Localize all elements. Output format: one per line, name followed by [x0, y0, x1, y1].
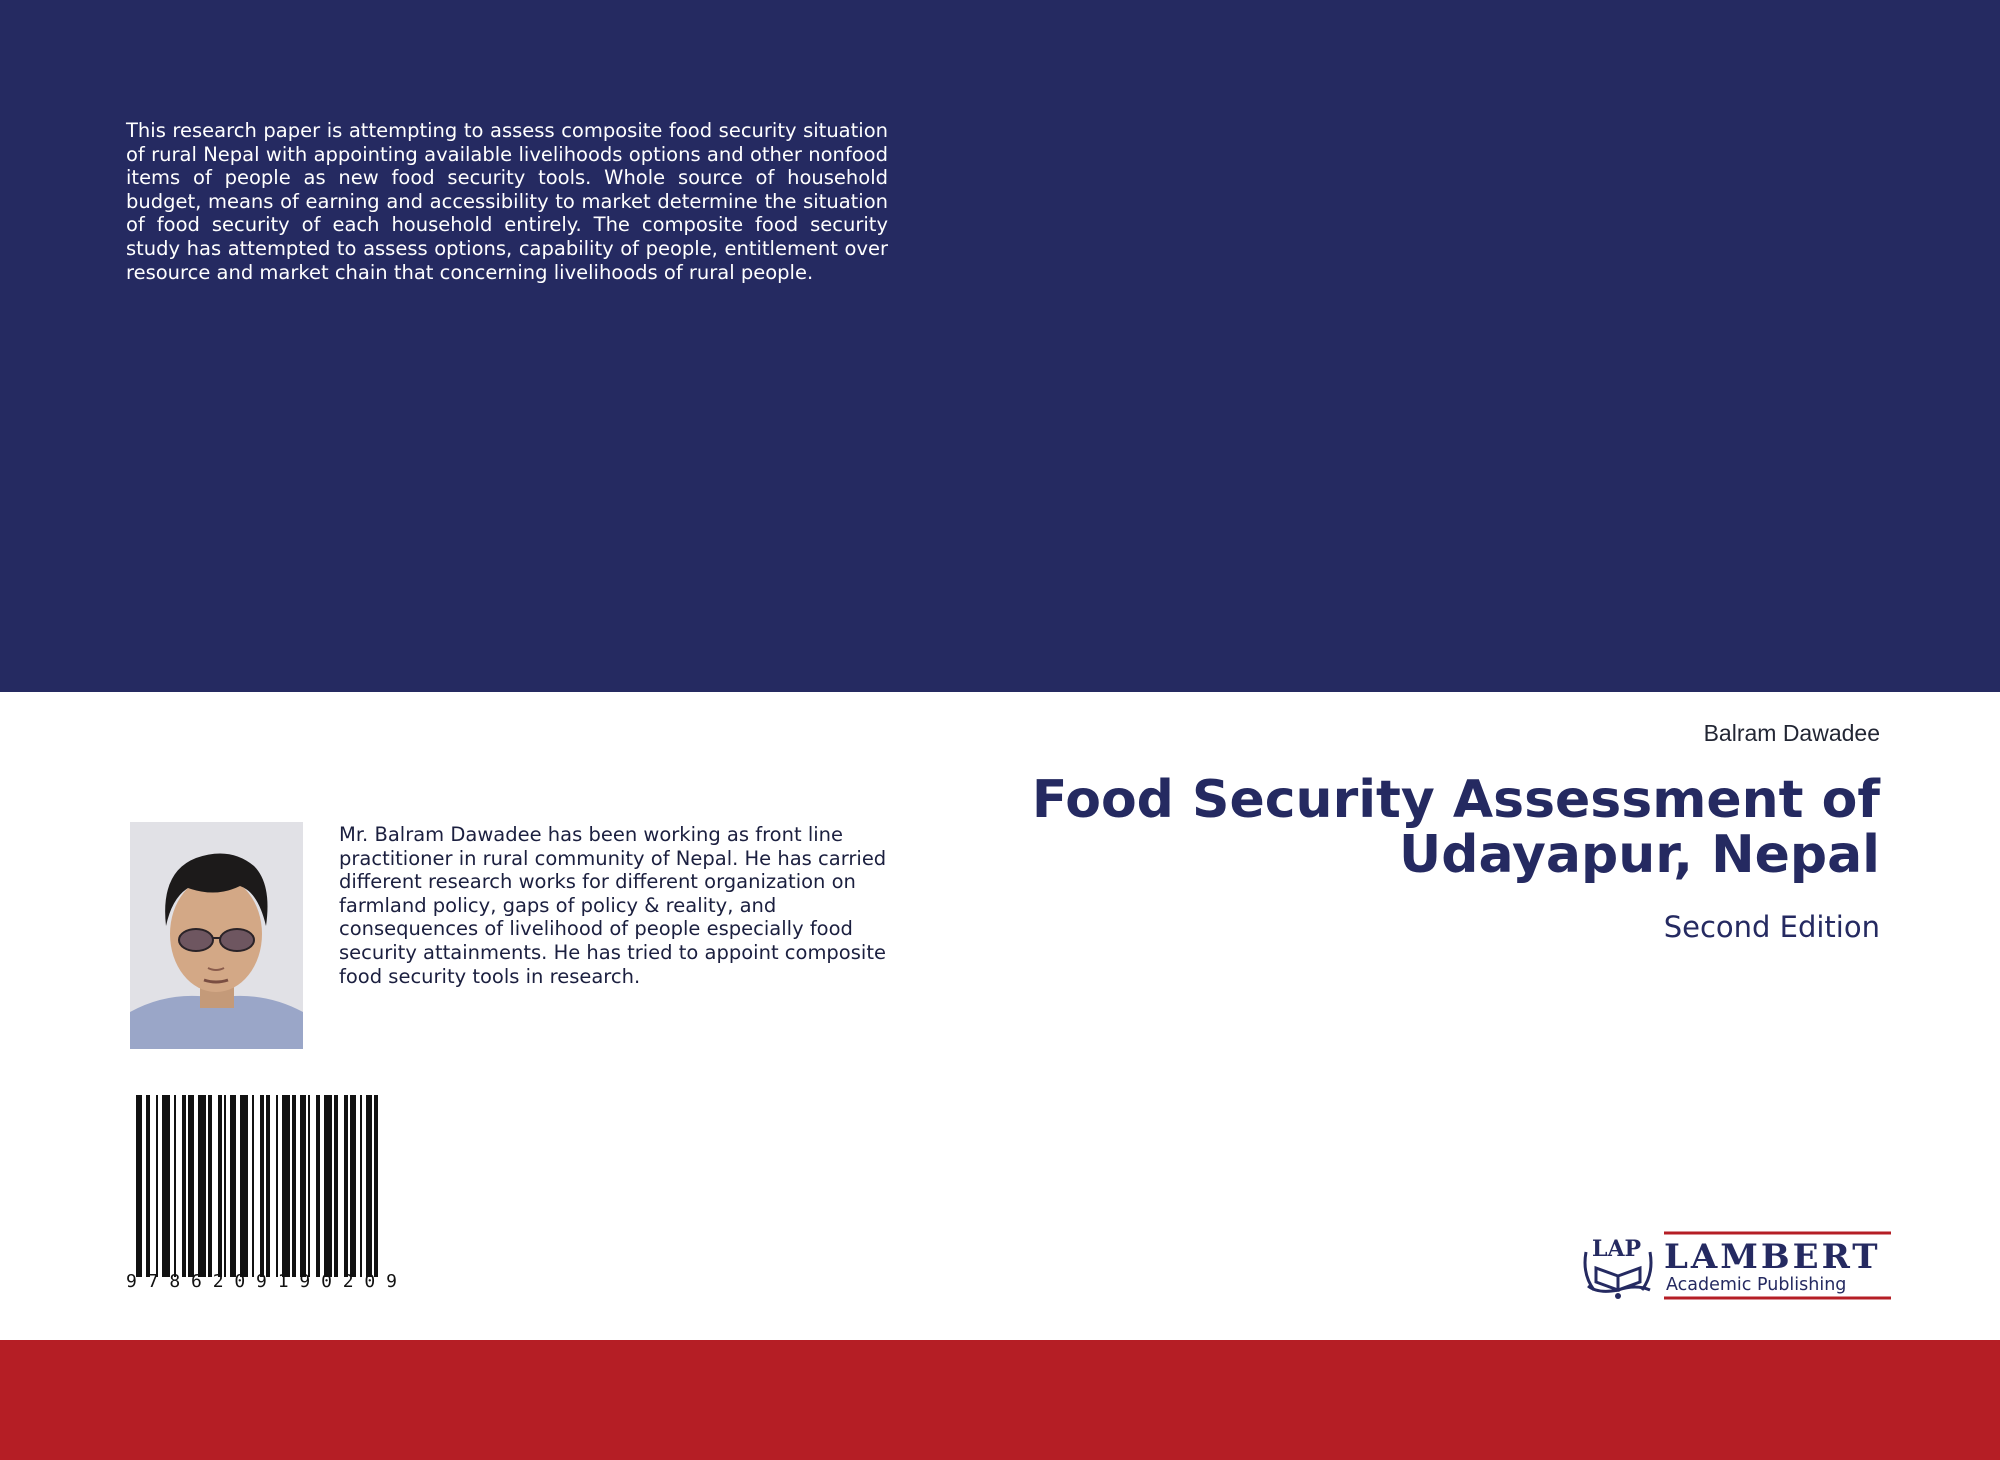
barcode-bar	[308, 1095, 310, 1277]
edition-label: Second Edition	[1663, 910, 1880, 944]
publisher-name: LAMBERT	[1664, 1237, 1881, 1277]
barcode-bar	[282, 1095, 290, 1277]
barcode-bar	[146, 1095, 150, 1277]
publisher-logo	[1578, 1228, 1891, 1302]
barcode-bar	[266, 1095, 270, 1277]
back-cover-blurb: This research paper is attempting to assess composite food security situation of rural Nepal with appointing available livelihoods options and other nonfood items of people as new food security tools. Whole source of household budget, means of earning and accessibility to market determine the situation of food security of each household entirely. The composite food security study has attempted to assess options, capability of people, entitlement over resource and market chain that concerning livelihoods of rural people.	[126, 119, 888, 284]
barcode-bar	[188, 1095, 194, 1277]
author-bio: Mr. Balram Dawadee has been working as front line practitioner in rural community of Nepal. He has carried different research works for different organization on farmland policy, gaps of policy & reality, and consequences of livelihood of people especially food security attainments. He has tried to appoint composite food security tools in research.	[339, 823, 887, 988]
logo-lap-mark: LAP	[1592, 1236, 1642, 1262]
barcode-bar	[198, 1095, 206, 1277]
author-photo	[130, 822, 303, 1049]
barcode-bar	[334, 1095, 338, 1277]
barcode-bar	[240, 1095, 248, 1277]
barcode-bar	[374, 1095, 378, 1277]
barcode-bar	[292, 1095, 296, 1277]
barcode-bar	[252, 1095, 254, 1277]
barcode-bar	[350, 1095, 356, 1277]
isbn-barcode	[126, 1095, 456, 1295]
barcode-bar	[218, 1095, 222, 1277]
publisher-subtitle: Academic Publishing	[1666, 1275, 1847, 1295]
barcode-bar	[360, 1095, 362, 1277]
barcode-bar	[174, 1095, 176, 1277]
barcode-bar	[316, 1095, 320, 1277]
barcode-bar	[344, 1095, 348, 1277]
barcode-bar	[366, 1095, 372, 1277]
barcode-bar	[300, 1095, 306, 1277]
barcode-bar	[182, 1095, 186, 1277]
barcode-bar	[162, 1095, 170, 1277]
top-navy-band	[0, 0, 2000, 692]
barcode-bar	[208, 1095, 212, 1277]
barcode-bar	[156, 1095, 158, 1277]
barcode-bar	[260, 1095, 264, 1277]
barcode-bar	[324, 1095, 332, 1277]
bottom-red-band	[0, 1340, 2000, 1460]
barcode-bar	[276, 1095, 278, 1277]
barcode-bar	[224, 1095, 226, 1277]
author-name: Balram Dawadee	[1703, 720, 1880, 746]
isbn-digits: 9 7 8 6 2 0 9 1 9 0 2 0 9	[126, 1271, 397, 1292]
book-title: Food Security Assessment of Udayapur, Nepal	[1031, 770, 1880, 885]
barcode-bar	[230, 1095, 236, 1277]
barcode-bar	[136, 1095, 142, 1277]
